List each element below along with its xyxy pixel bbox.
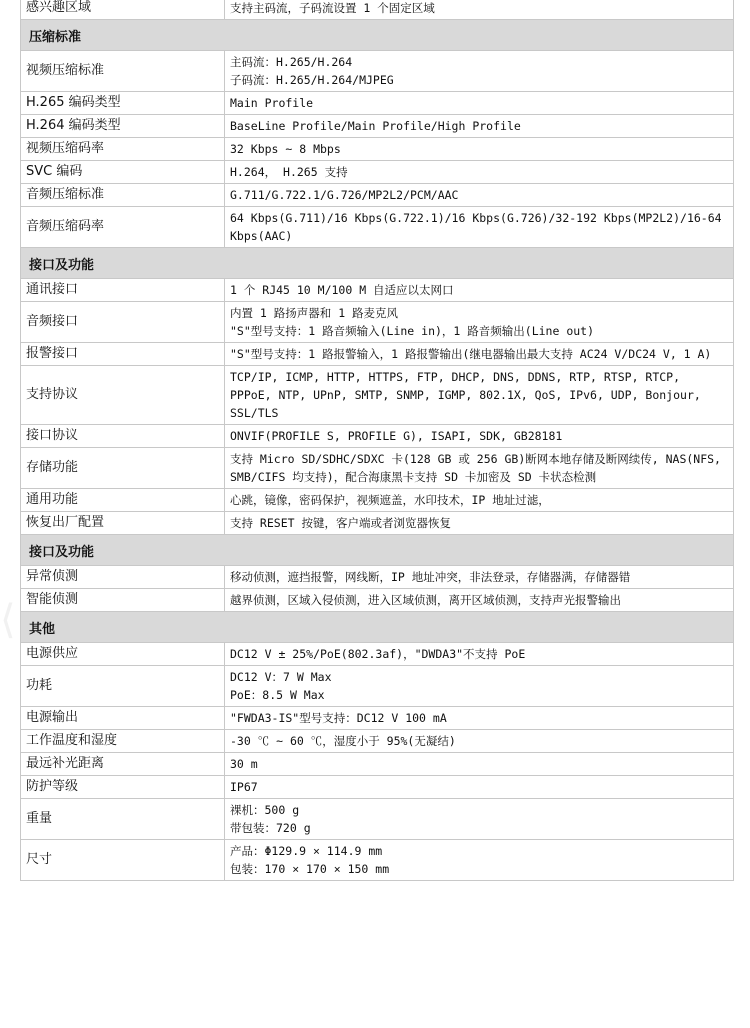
spec-value bbox=[225, 138, 734, 161]
spec-value bbox=[225, 184, 734, 207]
spec-label: 视频压缩标准 bbox=[21, 51, 225, 92]
spec-value bbox=[225, 512, 734, 535]
spec-value bbox=[225, 840, 734, 881]
spec-label: 通讯接口 bbox=[21, 279, 225, 302]
spec-value-line: 移动侦测，遮挡报警，网线断，IP 地址冲突，非法登录，存储器满，存储器错 bbox=[230, 570, 631, 584]
spec-label: 恢复出厂配置 bbox=[21, 512, 225, 535]
watermark-fragment: ⟨ bbox=[0, 597, 16, 643]
spec-value-line: 产品：Φ129.9 × 114.9 mm bbox=[230, 844, 383, 858]
spec-value-line: DC12 V：7 W Max bbox=[230, 670, 332, 684]
spec-row bbox=[21, 753, 734, 776]
spec-value bbox=[225, 92, 734, 115]
spec-value-line: 包装：170 × 170 × 150 mm bbox=[230, 862, 390, 876]
spec-label: 电源输出 bbox=[21, 707, 225, 730]
spec-label: 支持协议 bbox=[21, 366, 225, 425]
spec-value bbox=[225, 489, 734, 512]
spec-row bbox=[21, 51, 734, 92]
spec-label: H.265 编码类型 bbox=[21, 92, 225, 115]
spec-value-line: 越界侦测，区域入侵侦测，进入区域侦测，离开区域侦测，支持声光报警输出 bbox=[230, 593, 621, 607]
spec-row bbox=[21, 730, 734, 753]
spec-row bbox=[21, 776, 734, 799]
spec-label: 音频压缩标准 bbox=[21, 184, 225, 207]
spec-label: 最远补光距离 bbox=[21, 753, 225, 776]
spec-value-line: 30 m bbox=[230, 757, 258, 771]
spec-row bbox=[21, 207, 734, 248]
section-title: 接口及功能 bbox=[21, 248, 734, 279]
spec-row bbox=[21, 840, 734, 881]
spec-value-line: 心跳，镜像，密码保护，视频遮盖，水印技术，IP 地址过滤， bbox=[230, 493, 550, 507]
spec-value-line: 子码流：H.265/H.264/MJPEG bbox=[230, 73, 394, 87]
section-title: 压缩标准 bbox=[21, 20, 734, 51]
spec-value bbox=[225, 343, 734, 366]
spec-table bbox=[20, 0, 734, 881]
section-title: 其他 bbox=[21, 612, 734, 643]
spec-value-line: Main Profile bbox=[230, 96, 314, 110]
spec-value-line: 支持主码流，子码流设置 1 个固定区域 bbox=[230, 1, 435, 15]
spec-label: 智能侦测 bbox=[21, 589, 225, 612]
spec-label: 报警接口 bbox=[21, 343, 225, 366]
spec-row bbox=[21, 589, 734, 612]
section-title: 接口及功能 bbox=[21, 535, 734, 566]
spec-row bbox=[21, 138, 734, 161]
spec-row bbox=[21, 425, 734, 448]
spec-value-line: "FWDA3-IS"型号支持：DC12 V 100 mA bbox=[230, 711, 447, 725]
spec-value-line: 带包装：720 g bbox=[230, 821, 311, 835]
spec-value bbox=[225, 799, 734, 840]
spec-label: 音频接口 bbox=[21, 302, 225, 343]
spec-value bbox=[225, 51, 734, 92]
spec-label: 尺寸 bbox=[21, 840, 225, 881]
spec-row bbox=[21, 707, 734, 730]
spec-value bbox=[225, 589, 734, 612]
spec-row bbox=[21, 566, 734, 589]
section-header-row bbox=[21, 248, 734, 279]
spec-label: 感兴趣区域 bbox=[21, 0, 225, 20]
spec-row bbox=[21, 0, 734, 20]
spec-value-line: DC12 V ± 25%/PoE(802.3af)，"DWDA3"不支持 PoE bbox=[230, 647, 526, 661]
spec-value bbox=[225, 425, 734, 448]
spec-row bbox=[21, 666, 734, 707]
spec-label: 音频压缩码率 bbox=[21, 207, 225, 248]
spec-label: H.264 编码类型 bbox=[21, 115, 225, 138]
spec-value-line: 64 Kbps(G.711)/16 Kbps(G.722.1)/16 Kbps(G.726)/32-192 Kbps(MP2L2)/16-64 Kbps(AAC) bbox=[230, 211, 729, 243]
spec-row bbox=[21, 799, 734, 840]
spec-row bbox=[21, 448, 734, 489]
spec-value bbox=[225, 302, 734, 343]
spec-value bbox=[225, 0, 734, 20]
spec-value bbox=[225, 707, 734, 730]
spec-value bbox=[225, 643, 734, 666]
spec-value-line: IP67 bbox=[230, 780, 258, 794]
spec-label: 电源供应 bbox=[21, 643, 225, 666]
spec-value-line: 32 Kbps ~ 8 Mbps bbox=[230, 142, 341, 156]
section-header-row bbox=[21, 535, 734, 566]
spec-value-line: 1 个 RJ45 10 M/100 M 自适应以太网口 bbox=[230, 283, 454, 297]
spec-label: 功耗 bbox=[21, 666, 225, 707]
spec-row bbox=[21, 184, 734, 207]
spec-label: 通用功能 bbox=[21, 489, 225, 512]
spec-row bbox=[21, 115, 734, 138]
spec-row bbox=[21, 161, 734, 184]
spec-value-line: "S"型号支持：1 路报警输入，1 路报警输出(继电器输出最大支持 AC24 V/DC24 V, 1 A) bbox=[230, 347, 712, 361]
spec-row bbox=[21, 92, 734, 115]
spec-value-line: 裸机：500 g bbox=[230, 803, 300, 817]
spec-row bbox=[21, 643, 734, 666]
spec-value-line: BaseLine Profile/Main Profile/High Profile bbox=[230, 119, 521, 133]
spec-label: 视频压缩码率 bbox=[21, 138, 225, 161]
spec-row bbox=[21, 366, 734, 425]
spec-row bbox=[21, 279, 734, 302]
spec-value-line: "S"型号支持：1 路音频输入(Line in)，1 路音频输出(Line out) bbox=[230, 324, 595, 338]
spec-row bbox=[21, 302, 734, 343]
spec-value-line: TCP/IP, ICMP, HTTP, HTTPS, FTP, DHCP, DNS, DDNS, RTP, RTSP, RTCP, PPPoE, NTP, UPnP, SMTP, SNMP, IGMP, 802.1X, QoS, IPv6, UDP, Bonjour, SSL/TLS bbox=[230, 370, 708, 420]
spec-value-line: PoE：8.5 W Max bbox=[230, 688, 325, 702]
spec-value bbox=[225, 776, 734, 799]
spec-value bbox=[225, 666, 734, 707]
spec-value bbox=[225, 161, 734, 184]
spec-value-line: 主码流：H.265/H.264 bbox=[230, 55, 353, 69]
spec-value bbox=[225, 207, 734, 248]
spec-value bbox=[225, 753, 734, 776]
spec-label: 工作温度和湿度 bbox=[21, 730, 225, 753]
spec-value bbox=[225, 566, 734, 589]
spec-value-line: -30 ℃ ~ 60 ℃，湿度小于 95%(无凝结) bbox=[230, 734, 456, 748]
spec-value bbox=[225, 366, 734, 425]
section-header-row bbox=[21, 612, 734, 643]
spec-value-line: 内置 1 路扬声器和 1 路麦克风 bbox=[230, 306, 399, 320]
section-header-row bbox=[21, 20, 734, 51]
spec-value-line: 支持 RESET 按键，客户端或者浏览器恢复 bbox=[230, 516, 451, 530]
spec-row bbox=[21, 489, 734, 512]
spec-label: 重量 bbox=[21, 799, 225, 840]
spec-value-line: H.264， H.265 支持 bbox=[230, 165, 348, 179]
spec-label: 存储功能 bbox=[21, 448, 225, 489]
spec-row bbox=[21, 512, 734, 535]
spec-value bbox=[225, 448, 734, 489]
spec-value bbox=[225, 115, 734, 138]
spec-row bbox=[21, 343, 734, 366]
spec-value-line: 支持 Micro SD/SDHC/SDXC 卡(128 GB 或 256 GB)断网本地存储及断网续传, NAS(NFS, SMB/CIFS 均支持)，配合海康黑卡支持 SD 卡加密及 SD 卡状态检测 bbox=[230, 452, 728, 484]
spec-label: 防护等级 bbox=[21, 776, 225, 799]
spec-value bbox=[225, 279, 734, 302]
spec-value-line: ONVIF(PROFILE S, PROFILE G), ISAPI, SDK, GB28181 bbox=[230, 429, 563, 443]
spec-label: 异常侦测 bbox=[21, 566, 225, 589]
spec-table-body bbox=[21, 0, 734, 881]
spec-value bbox=[225, 730, 734, 753]
spec-label: 接口协议 bbox=[21, 425, 225, 448]
spec-label: SVC 编码 bbox=[21, 161, 225, 184]
spec-value-line: G.711/G.722.1/G.726/MP2L2/PCM/AAC bbox=[230, 188, 459, 202]
